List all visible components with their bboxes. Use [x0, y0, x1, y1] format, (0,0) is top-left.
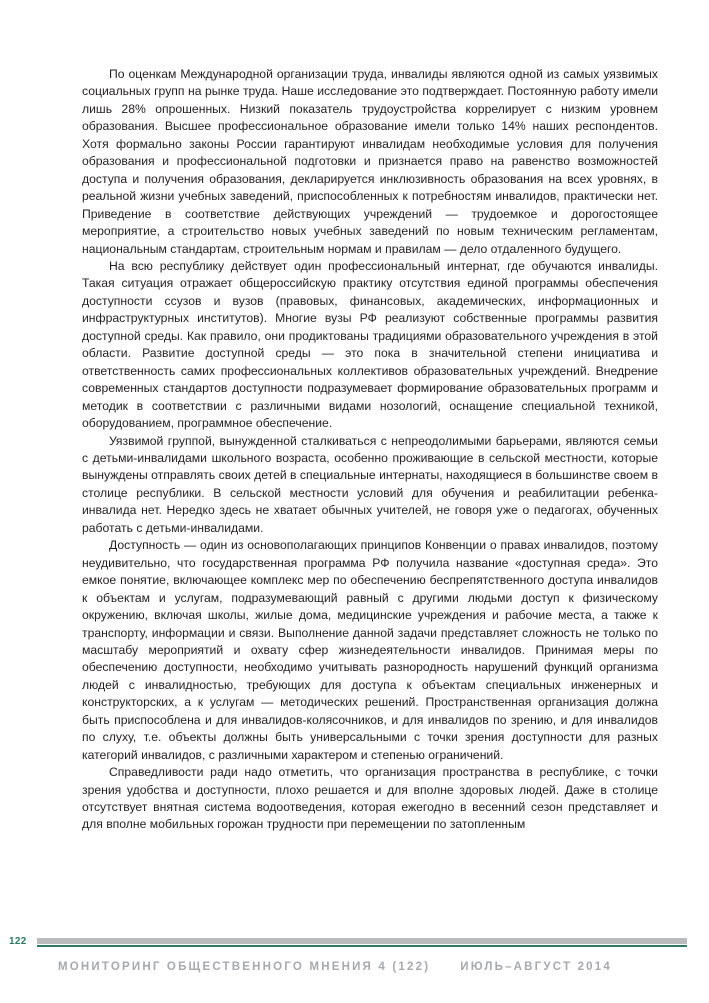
paragraph: Доступность — один из основополагающих принципов Конвенции о правах инвалидов, поэтому неудивительно, что государственная программа РФ получила название «доступная среда». Это емкое понятие, включающее комплекс мер по обеспечению беспрепятственного доступа инвалидов к объектам и услугам, подразумевающий равный с другими людьми доступ к физическому окружению, включая школы, жилые дома, медицинские учреждения и рабочие места, а также к транспорту, информации и связи. Выполнение данной задачи представляет сложность не только по масштабу мероприятий и охвату сфер жизнедеятельности инвалидов. Принимая меры по обеспечению доступности, необходимо учитывать разнородность нарушений функций организма людей с инвалидностью, требующих для доступа к объектам специальных инженерных и конструкторских, а к услугам — методических решений. Пространственная организация должна быть приспособлена и для инвалидов-колясочников, и для инвалидов по зрению, и для инвалидов по слуху, т.е. объекты должны быть универсальными с точки зрения доступности для разных категорий инвалидов, с различными характером и степенью ограничений. [82, 538, 658, 762]
page-number: 122 [9, 936, 27, 947]
footer-rule-green [37, 945, 687, 947]
paragraph: По оценкам Международной организации труда, инвалиды являются одной из самых уязвимых социальных групп на рынке труда. Наше исследование это подтверждает. Постоянную работу имели лишь 28% опрошенных. Низкий показатель трудоустройства коррелирует с низким уровнем образования. Высшее профессиональное образование имели только 14% наших респондентов. Хотя формально законы России гарантируют инвалидам необходимые условия для получения образования и профессиональной подготовки и признается право на равенство возможностей доступа и получения образования, декларируется инклюзивность образования на всех уровнях, в реальной жизни учебных заведений, приспособленных к потребностям инвалидов, практически нет. Приведение в соответствие действующих учреждений — трудоемкое и дорогостоящее мероприятие, а строительство новых учебных заведений по новым техническим регламентам, национальным стандартам, строительным нормам и правилам — дело отдаленного будущего. [82, 67, 658, 256]
paragraph: Уязвимой группой, вынужденной сталкиваться с непреодолимыми барьерами, являются семьи с детьми-инвалидами школьного возраста, особенно проживающие в сельской местности, которые вынуждены отправлять своих детей в специальные интернаты, находящиеся в большинстве своем в столице республики. В сельской местности условий для обучения и реабилитации ребенка-инвалида нет. Нередко здесь не хватает обычных учителей, не говоря уже о педагогах, обученных работать с детьми-инвалидами. [82, 433, 658, 535]
journal-title: МОНИТОРИНГ ОБЩЕСТВЕННОГО МНЕНИЯ 4 (122) [58, 961, 431, 973]
issue-date: ИЮЛЬ–АВГУСТ 2014 [460, 961, 612, 973]
article-body [82, 66, 658, 834]
paragraph: Справедливости ради надо отметить, что организация пространства в республике, с точки зрения удобства и доступности, плохо решается и для вполне здоровых людей. Даже в столице отсутствует внятная система водоотведения, которая ежегодно в весенний сезон представляет и для вполне мобильных горожан трудности при перемещении по затопленным [82, 765, 658, 832]
running-footer [58, 961, 612, 973]
paragraph: На всю республику действует один профессиональный интернат, где обучаются инвалиды. Такая ситуация отражает общероссийскую практику отсутствия единой программы обеспечения доступности ссузов и вузов (правовых, финансовых, академических, информационных и инфраструктурных институтов). Многие вузы РФ реализуют собственные программы развития доступной среды. Как правило, они продиктованы традициями образовательного учреждения в этой области. Развитие доступной среды — это пока в значительной степени инициатива и ответственность самих профессиональных коллективов образовательных учреждений. Внедрение современных стандартов доступности подразумевает формирование образовательных программ и методик в соответствии с различными видами нозологий, оснащение специальной техникой, оборудованием, программное обеспечение. [82, 258, 658, 431]
footer-rule-gray [37, 938, 687, 944]
